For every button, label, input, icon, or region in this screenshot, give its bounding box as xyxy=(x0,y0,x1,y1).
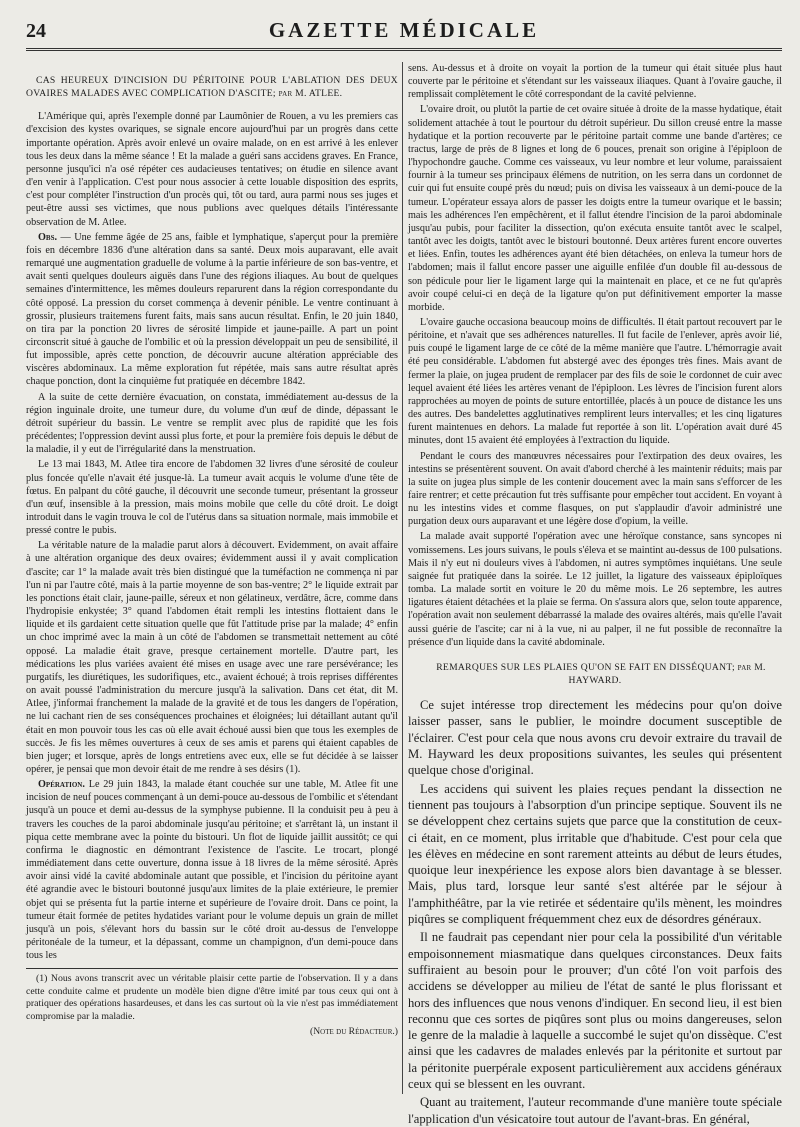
page-number: 24 xyxy=(26,20,46,42)
article-title-atlee: CAS HEUREUX D'INCISION DU PÉRITOINE POUR L'ABLATION DES DEUX OVAIRES MALADES AVEC COMPLICATION D'ASCITE; par M. ATLEE. xyxy=(26,75,398,100)
obs-text: — Une femme âgée de 25 ans, faible et lymphatique, s'aperçut pour la première fois en décembre 1836 d'une altération dans sa santé. Deux mois auparavant, elle avait remarqué une augmentation graduelle de volume à la partie inférieure de son bas-ventre, et avait senti quelques douleurs aiguës dans l'une des régions iliaques. Au bout de quelques semaines d'intermittence, les mêmes douleurs reparurent dans la région correspondante du côté opposé. La pression du corset commença à devenir pénible. Le ventre continuant à grossir, plusieurs traitemens furent faits, mais sans aucun résultat. Enfin, le 20 juin 1840, on tira par la ponction 20 livres de sérosité limpide et jaune-paille. A part un point circonscrit situé à gauche de l'ombilic et où la pression développait un peu de sensibilité, il fut impossible, après cette ponction, de découvrir aucune altération appréciable des viscères abdominaux. La même exploration fut répétée, mais sans autre résultat après chaque ponction, dont la cinquième fut pratiquée en décembre 1842. xyxy=(26,231,398,388)
footnote-signature: (Note du Rédacteur.) xyxy=(310,1025,398,1037)
op-text: Le 29 juin 1843, la malade étant couchée sur une table, M. Atlee fit une incision de neuf pouces commençant à un demi-pouce au-dessous de l'ombilic et s'étendant jusqu'à un pouce et demi au-dessus de la symphyse pubienne. Il la conduisit peu à peu à travers les couches de la paroi abdominale jusqu'au péritoine; et s'arrêtant là, un instant il piqua cette membrane avec la pointe du bistouri. Un flot de liquide jaillit aussitôt; ce qui confirma le diagnostic en démontrant l'existence de l'ascite. Le trocart, plongé immédiatement dans cette ouverture, donna issue à 18 livres de la même sérosité. Après avoir ainsi vidé la cavité abdominale autant que possible, et l'incision du péritoine ayant été agrandie avec le bistouri boutonné jusqu'aux limites de la plaie extérieure, le premier objet qui se présenta fut la partie interne et supérieure de l'ovaire droit. Dans ce point, la tumeur était formée de petites hydatides variant pour le volume depuis un grain de millet jusqu'à un pois, s'élevant hors du bassin sur le côté droit au-dessus de l'enveloppe péritonéale de la tumeur, et la dépassant, comme un champignon, d'un demi-pouce dans tous les xyxy=(26,779,398,962)
paragraph: L'ovaire droit, ou plutôt la partie de cet ovaire située à droite de la masse hydatique, était solidement attachée à tout le pourtour du détroit supérieur. Du sillon creusé entre la masse hydatique et la portion recouverte par le péritoine partait comme une bande d'artères; ce tractus, large de près de 8 lignes et long de 6 pouces, prenait son origine à l'épiploon de l'hypochondre gauche. Comme ces vaisseaux, vu leur nombre et leur volume, paraissaient fournir à la tumeur ses principaux élémens de nutrition, on les serra dans un cordonnet de cuir qui fut ensuite coupé près du nœud; puis on divisa les vaisseaux à un demi-pouce de la tumeur. L'opérateur essaya alors de passer les doigts entre la tumeur ovarique et le bassin; mais les adhérences l'en empêchèrent, et il fallut étendre l'incision de la paroi abdominale jusqu'au pubis, pour faciliter la dissection, qu'on exécuta ensuite tantôt avec le scalpel, tantôt avec les doigts, tantôt avec le bistouri boutonné. Deux artères furent encore ouvertes et liées. Enfin, toutes les adhérences ayant été bien détachées, on enleva la tumeur hors de l'abdomen; mais il fallut encore passer une aiguille enfilée d'un double fil au-dessous de son pédicule pour lier le ligament large qui la maintenait en place, et ce ne fut qu'après avoir coupé celui-ci en deçà de la ligature qu'on put définitivement emporter la masse morbide. xyxy=(408,104,782,313)
paragraph: La malade avait supporté l'opération avec une héroïque constance, sans syncopes ni vomissemens. Les jours suivans, le pouls s'éleva et se maintint au-dessus de 100 pulsations. Mais il n'y eut ni douleurs vives à l'abdomen, ni autres symptômes inquiétans. Une seule saignée fut pratiquée dans la soirée. Le 12 juillet, la ligature des vaisseaux épiploïques tomba. La malade sortit en voiture le 20 du même mois. Le 26 septembre, les autres ligatures étaient détachées et la plaie se ferma. On s'assura alors que, selon toute apparence, l'opération avait non seulement débarrassé la malade des ovaires altérés, mais qu'elle l'avait aussi guérie de l'ascite; car ni à la vue, ni au palper, il ne fut possible de reconnaître la présence d'un liquide dans la cavité abdominale. xyxy=(408,531,782,648)
page-header xyxy=(26,18,782,48)
obs-label: Obs. xyxy=(38,231,58,243)
paragraph: A la suite de cette dernière évacuation, on constata, immédiatement au-dessus de la région inguinale droite, une tumeur dure, du volume d'un œuf de dinde, dépassant le détroit supérieur du bassin. Le ventre se remplit avec plus de rapidité que les fois précédentes; l'oppression devint aussi plus forte, et pour la première fois depuis le début de la maladie, il y eut de l'irrégularité dans la menstruation. xyxy=(26,391,398,456)
column-divider xyxy=(402,62,403,1094)
paragraph: L'ovaire gauche occasiona beaucoup moins de difficultés. Il était partout recouvert par le péritoine, et n'avait que ses adhérences naturelles. Il fut facile de l'enlever, après avoir lié, puis coupé le ligament large de ce côté de la même manière que l'autre. L'hémorragie avait été peu considérable. L'abdomen fut abstergé avec des éponges très fines. Mais avant de fermer la plaie, on jugea prudent de remplacer par des fils de soie le cordonnet de cuir avec lequel avaient été liées les artères venant de l'épiploon. Les lèvres de l'incision furent alors rapprochées au moyen de points de suture entortillée, placés à un pouce de distance les uns des autres. Des bandelettes agglutinatives remplirent leurs intervalles; et les cinq ligatures furent maintenues en dehors. La malade fut reportée à son lit. L'opération avait duré 45 minutes, dont 15 avaient été employées à l'extraction du liquide. xyxy=(408,316,782,447)
right-column xyxy=(408,62,782,1126)
left-column xyxy=(26,62,398,1094)
paragraph: Quant au traitement, l'auteur recommande d'une manière toute spéciale l'application d'un vésicatoire tout autour de l'avant-bras. En général, xyxy=(408,1095,782,1126)
article-intro: L'Amérique qui, après l'exemple donné par Laumônier de Rouen, a vu les premiers cas d'excision des kystes ovariques, se signale encore aujourd'hui par un progrès dans cette importante opération. Après avoir enlevé un ovaire malade, on en est arrivé à les enlever tous les deux dans la même séance ! Et la malade a guéri sans accidens graves. En France, personne jusqu'ici n'a osé répéter ces audacieuses tentatives; on étudie en silence avant d'en venir à l'application. C'est pour nous associer à cette louable disposition des esprits, c'est pour compléter l'instruction d'un procès qui, tôt ou tard, aura parmi nous ses juges et peut-être aussi ses victimes, que nous publions avec quelques détails l'intéressante observation de M. Atlee. xyxy=(26,111,398,228)
paragraph: Le 13 mai 1843, M. Atlee tira encore de l'abdomen 32 livres d'une sérosité de couleur plus foncée qu'elle n'avait été jusque-là. La tumeur avait acquis le volume d'une tête de fœtus. En palpant du côté gauche, il découvrit une seconde tumeur, présentant la grosseur d'un œuf, insensible à la pression, mais moins mobile que celle du côté droit. Le doigt introduit dans le vagin trouva le col de l'utérus dans sa situation normale, mais immobile et pressé contre le pubis. xyxy=(26,459,398,537)
article-title-hayward: REMARQUES SUR LES PLAIES QU'ON SE FAIT EN DISSÉQUANT; par M. HAYWARD. xyxy=(436,661,766,687)
footnote: (1) Nous avons transcrit avec un véritable plaisir cette partie de l'observation. Il y a dans cette conduite calme et prudente un modèle bien digne d'être imité par tous ceux qui ont à pratiquer des opérations hasardeuses, et dans les cas surtout où la vie n'est pas immédiatement compromise par la maladie. xyxy=(26,973,398,1022)
header-rule xyxy=(26,48,782,51)
journal-title: GAZETTE MÉDICALE xyxy=(268,18,540,42)
footnote-rule xyxy=(26,968,398,969)
paragraph: Il ne faudrait pas cependant nier pour cela la possibilité d'un véritable empoisonnement miasmatique dans quelques circonstances. Deux faits suffiraient au besoin pour le prouver; d'un côté l'on voit parfois des accidens se développer au milieu de l'état de santé le plus florissant et hors des influences que nous venons d'indiquer. En second lieu, il est bien reconnu que ces sortes de piqûres sont plus ou moins dangereuses, selon le genre de la maladie à laquelle a succombé le sujet qu'on dissèque. C'est ainsi que les cadavres de malades enlevés par la péritonite et surtout par la péritonite puerpérale exposent particulièrement aux accidens généraux ceux qui se blessent en les ouvrant. xyxy=(408,930,782,1092)
observation-paragraph xyxy=(26,231,398,389)
paragraph: La véritable nature de la maladie parut alors à découvert. Evidemment, on avait affaire à une altération organique des deux ovaires; évidemment aussi il y avait complication d'ascite; car 1° la malade avait très bien distingué que la tuméfaction ne commença ni par l'un ni par l'autre côté, mais à la partie moyenne de son bas-ventre; 2° le liquide extrait par les ponctions était clair, jaune-paille, séreux et non gélatineux, verdâtre, âcre, comme dans l'hydropisie enkystée; 3° quand l'abdomen était rempli les intestins flottaient dans le liquide et ils gardaient cette situation quelle que fût l'attitude prise par la malade; 4° enfin un choc imprimé avec la main à un côté de l'abdomen se transmettait nettement au côté opposé. La maladie était grave, presque certainement mortelle. D'autre part, les médications les plus variées avaient été mises en usage avec une rare persévérance; les purgatifs, les diurétiques, les sudorifiques, etc., avaient échoué; à trois reprises différentes on avait poussé l'administration du mercure jusqu'à la salivation. Dans cet état, dit M. Atlee, j'informai franchement la malade de la gravité et de tous les dangers de l'opération, ne lui cachant rien de ses conséquences prochaines et éloignées; lui détaillant autant qu'il était en mon pouvoir tous les cas où elle avait échoué aussi bien que tous les exemples de succès. Je fis les mêmes ouvertures à ceux de ses amis et parens qui étaient capables de bien juger; et lorsque, après de longs entretiens avec eux, elle se fut décidée à se laisser opérer, je pensai que mon devoir était de me rendre à ses désirs (1). xyxy=(26,540,398,775)
operation-paragraph xyxy=(26,778,398,962)
paragraph: Les accidens qui suivent les plaies reçues pendant la dissection ne tiennent pas toujours à l'absorption d'un principe septique. Souvent ils ne se développent chez certains sujets que parce que la constitution de ceux-ci était, en ce moment, plus irritable que d'habitude. C'est pour cela que les élèves en médecine en sont rarement atteints au début de leurs études, quoique leur inexpérience les expose alors bien davantage à se blesser. Mais, plus tard, lorsque leur santé s'est altérée par le séjour à l'amphithéâtre, par la vie retirée et sédentaire qu'ils mènent, les moindres piqûres se compliquent fréquemment chez eux de désordres généraux. xyxy=(408,781,782,927)
hayward-body xyxy=(408,697,782,1127)
paragraph: sens. Au-dessus et à droite on voyait la portion de la tumeur qui était située plus haut couverte par le péritoine et s'étendant sur les vaisseaux iliaques. Quant à l'ovaire gauche, il remplissait complètement le côté correspondant de la cavité pelvienne. xyxy=(408,63,782,101)
op-label: Opération. xyxy=(38,779,85,791)
paragraph: Pendant le cours des manœuvres nécessaires pour l'extirpation des deux ovaires, les intestins se présentèrent souvent. On avait d'abord cherché à les maintenir réduits; mais par la suite on jugea plus simple de les contenir doucement avec la main sans s'efforcer de les faire rentrer; et cette précaution fut très suffisante pour empêcher tout accident. En voyant à nu les intestins vides et comme flasques, on put s'applaudir d'avoir administré une purgation deux ours auparavant et une légère dose d'opium, la veille. xyxy=(408,450,782,528)
paragraph: Ce sujet intéresse trop directement les médecins pour qu'on doive laisser passer, sans le publier, le moindre document susceptible de l'éclairer. C'est pour cela que nous avons cru devoir extraire du travail de M. Hayward les deux propositions suivantes, les seules qui présentent quelque chose d'original. xyxy=(408,698,782,778)
